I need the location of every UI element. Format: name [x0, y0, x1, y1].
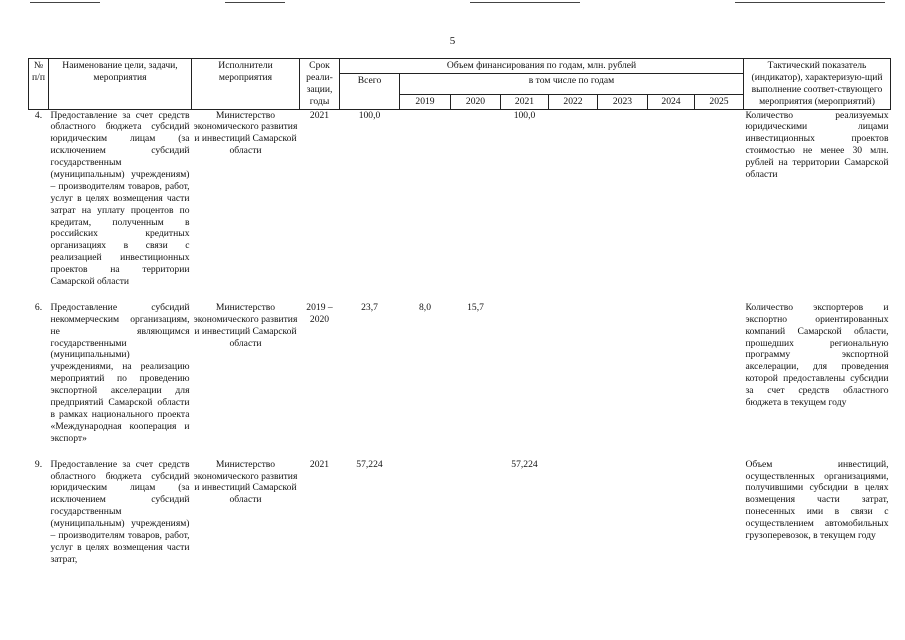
financing-table [28, 58, 891, 566]
row-executor: Министерство экономического развития и инвестиций Самарской области [193, 458, 298, 506]
top-rule [30, 2, 100, 3]
row-year-value: 57,224 [511, 458, 538, 470]
header-year: 2025 [695, 94, 744, 109]
top-rule [225, 2, 285, 3]
header-total: Всего [340, 73, 400, 109]
header-year: 2020 [451, 94, 501, 109]
row-year-value [451, 459, 501, 566]
row-term: 2019 – 2020 [306, 301, 333, 325]
row-year-value [598, 459, 648, 566]
row-year-value [648, 302, 695, 445]
header-name: Наименование цели, задачи, мероприятия [49, 59, 192, 110]
row-total: 100,0 [358, 109, 381, 121]
row-total: 57,224 [356, 458, 383, 470]
row-year-value [451, 109, 501, 288]
row-year-value [695, 109, 744, 288]
row-executor: Министерство экономического развития и инвестиций Самарской области [193, 301, 298, 349]
row-year-value: 15,7 [467, 301, 484, 313]
header-row-1 [29, 59, 891, 74]
row-executor: Министерство экономического развития и инвестиций Самарской области [193, 109, 298, 157]
row-year-value: 100,0 [513, 109, 536, 121]
header-year: 2021 [501, 94, 549, 109]
header-num: № п/п [29, 59, 49, 110]
row-number: 6. [34, 301, 43, 313]
header-year: 2019 [400, 94, 451, 109]
row-year-value [598, 109, 648, 288]
row-year-value [400, 459, 451, 566]
row-year-value [549, 459, 598, 566]
row-number: 4. [34, 109, 43, 121]
row-total: 23,7 [361, 301, 378, 313]
header-year: 2023 [598, 94, 648, 109]
row-spacer [29, 445, 891, 459]
top-rule [470, 2, 580, 3]
row-year-value [695, 459, 744, 566]
header-executors: Исполнители мероприятия [192, 59, 300, 110]
row-year-value [598, 302, 648, 445]
row-term: 2021 [309, 109, 330, 121]
row-year-value [549, 109, 598, 288]
top-rule [735, 2, 885, 3]
page-number: 5 [449, 35, 456, 47]
table-row [29, 459, 891, 566]
header-financing: Объем финансирования по годам, млн. рублей [340, 59, 744, 74]
row-spacer [29, 288, 891, 302]
table-row [29, 302, 891, 445]
row-term: 2021 [309, 458, 330, 470]
row-year-value [648, 109, 695, 288]
header-by-year: в том числе по годам [400, 73, 744, 94]
row-name: Предоставление за счет средств областного бюджета субсидий юридическим лицам (за исключением субсидий государственным (муниципальным) учреждениям) – производителям товаров, работ, услуг в целях возмещения части затрат на уплату процентов по кредитам, полученным в российских кредитных организациях в связи с реализацией инвестиционных проектов на территории Самарской области [50, 109, 190, 288]
row-year-value: 8,0 [419, 301, 431, 313]
row-name: Предоставление за счет средств областного бюджета субсидий юридическим лицам (за исключением субсидий государственным (муниципальным) учреждениям) – производителям товаров, работ, услуг в целях возмещения части затрат, [50, 458, 190, 565]
row-year-value [400, 109, 451, 288]
header-term: Срок реали-зации, годы [300, 59, 340, 110]
row-number: 9. [34, 458, 43, 470]
row-year-value [501, 302, 549, 445]
header-year: 2022 [549, 94, 598, 109]
row-indicator: Количество экспортеров и экспортно ориентированных компаний Самарской области, прошедших региональную программу экспортной акселерации, для проведения которой предоставлены субсидии за счет средств областного бюджета в текущем году [745, 301, 889, 409]
row-indicator: Объем инвестиций, осуществленных организациями, получившими субсидии в целях возмещения части затрат, понесенных ими в связи с осуществлением автомобильных грузоперевозок, в текущем году [745, 458, 889, 541]
table-row [29, 109, 891, 288]
row-year-value [549, 302, 598, 445]
row-year-value [648, 459, 695, 566]
header-year: 2024 [648, 94, 695, 109]
row-name: Предоставление субсидий некоммерческим организациям, не являющимся государственными (муниципальными) учреждениями, на реализацию мероприятий по проведению экспортной акселерации для предприятий Самарской области в рамках национального проекта «Международная кооперация и экспорт» [50, 301, 190, 444]
row-indicator: Количество реализуемых юридическими лицами инвестиционных проектов стоимостью не менее 30 млн. рублей на территории Самарской области [745, 109, 889, 181]
row-year-value [695, 302, 744, 445]
header-indicator: Тактический показатель (индикатор), характеризую-щий выполнение соответ-ствующего мероприятия (мероприятий) [744, 59, 891, 110]
